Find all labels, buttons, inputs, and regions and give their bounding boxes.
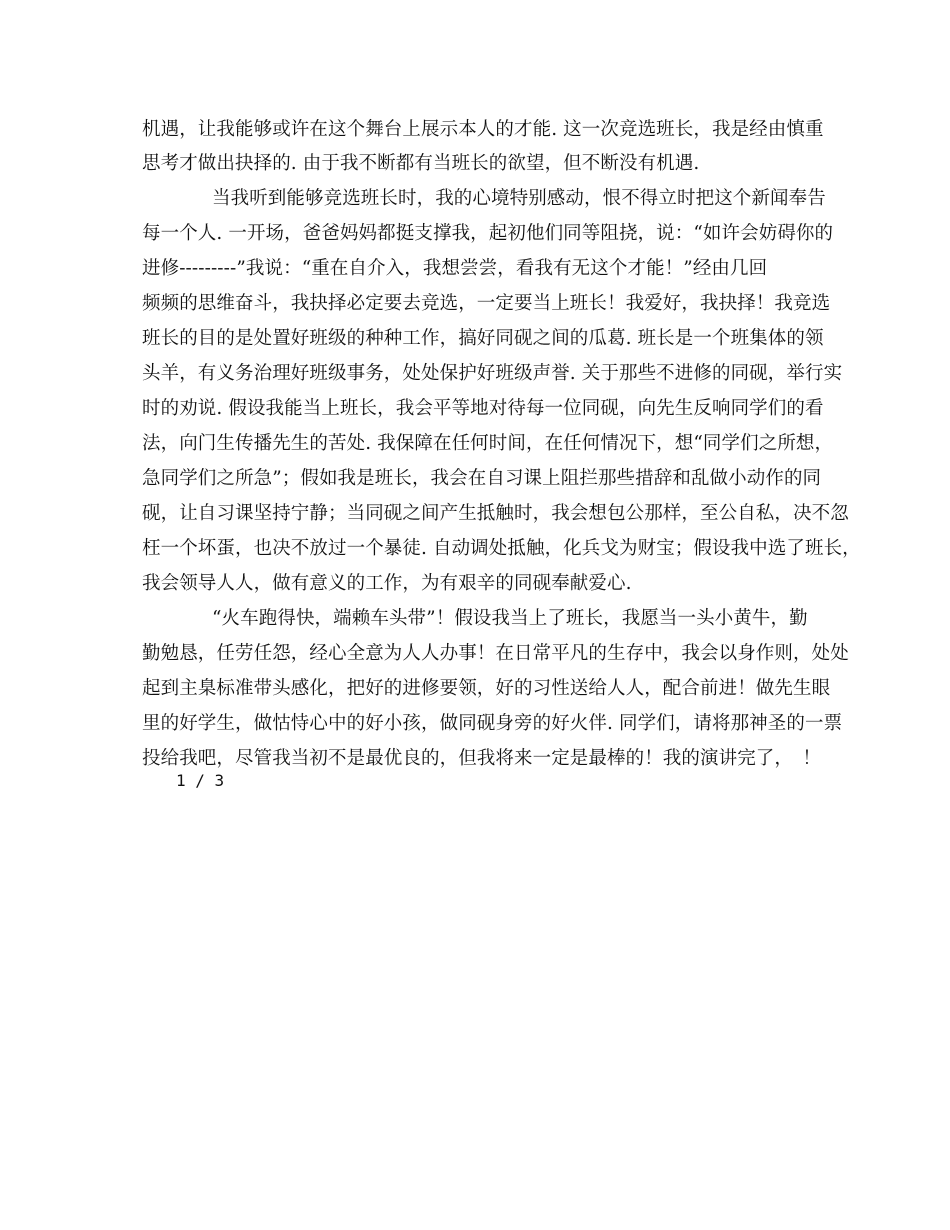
text-line: 进修---------”我说：“重在自介入，我想尝尝，看我有无这个才能！”经由几回 [142, 258, 768, 279]
text-line: “火车跑得快，端赖车头带”！假设我当上了班长，我愿当一头小黄牛，勤 [212, 608, 808, 629]
text-line: 砚，让自习课坚持宁静；当同砚之间产生抵触时，我会想包公那样，至公自私，决不忽 [142, 503, 849, 524]
text-line: 急同学们之所急”；假如我是班长，我会在自习课上阻拦那些措辞和乱做小动作的同 [142, 468, 822, 489]
page-number: 1 / 3 [176, 771, 225, 790]
text-line: 投给我吧，尽管我当初不是最优良的，但我将来一定是最棒的！我的演讲完了， ！ [142, 748, 821, 769]
text-line: 我会领导人人，做有意义的工作，为有艰辛的同砚奉献爱心. [142, 573, 632, 594]
text-line: 时的劝说. 假设我能当上班长，我会平等地对待每一位同砚，向先生反响同学们的看 [142, 398, 824, 419]
text-line: 当我听到能够竞选班长时，我的心境特别感动，恨不得立时把这个新闻奉告 [212, 188, 826, 209]
text-line: 思考才做出抉择的. 由于我不断都有当班长的欲望，但不断没有机遇. [142, 153, 700, 174]
text-line: 头羊，有义务治理好班级事务，处处保护好班级声誉. 关于那些不进修的同砚，举行实 [142, 363, 843, 384]
text-line: 起到主臬标准带头感化，把好的进修要领，好的习性送给人人，配合前进！做先生眼 [142, 678, 831, 699]
text-line: 频频的思维奋斗，我抉择必定要去竞选，一定要当上班长！我爱好，我抉择！我竞选 [142, 293, 831, 314]
text-line: 法，向门生传播先生的苦处. 我保障在任何时间，在任何情况下，想“同学们之所想， [142, 433, 834, 454]
text-line: 机遇，让我能够或许在这个舞台上展示本人的才能. 这一次竞选班长，我是经由慎重 [142, 119, 824, 140]
text-line: 勤勉恳，任劳任怨，经心全意为人人办事！在日常平凡的生存中，我会以身作则，处处 [142, 643, 849, 664]
text-line: 枉一个坏蛋，也决不放过一个暴徒. 自动调处抵触，化兵戈为财宝；假设我中选了班长， [142, 538, 861, 559]
text-line: 班长的目的是处置好班级的种种工作，搞好同砚之间的瓜葛. 班长是一个班集体的领 [142, 328, 824, 349]
text-line: 每一个人. 一开场，爸爸妈妈都挺支撑我，起初他们同等阻挠，说：“如许会妨碍你的 [142, 223, 834, 244]
text-line: 里的好学生，做怙恃心中的好小孩，做同砚身旁的好火伴. 同学们，请将那神圣的一票 [142, 713, 843, 734]
